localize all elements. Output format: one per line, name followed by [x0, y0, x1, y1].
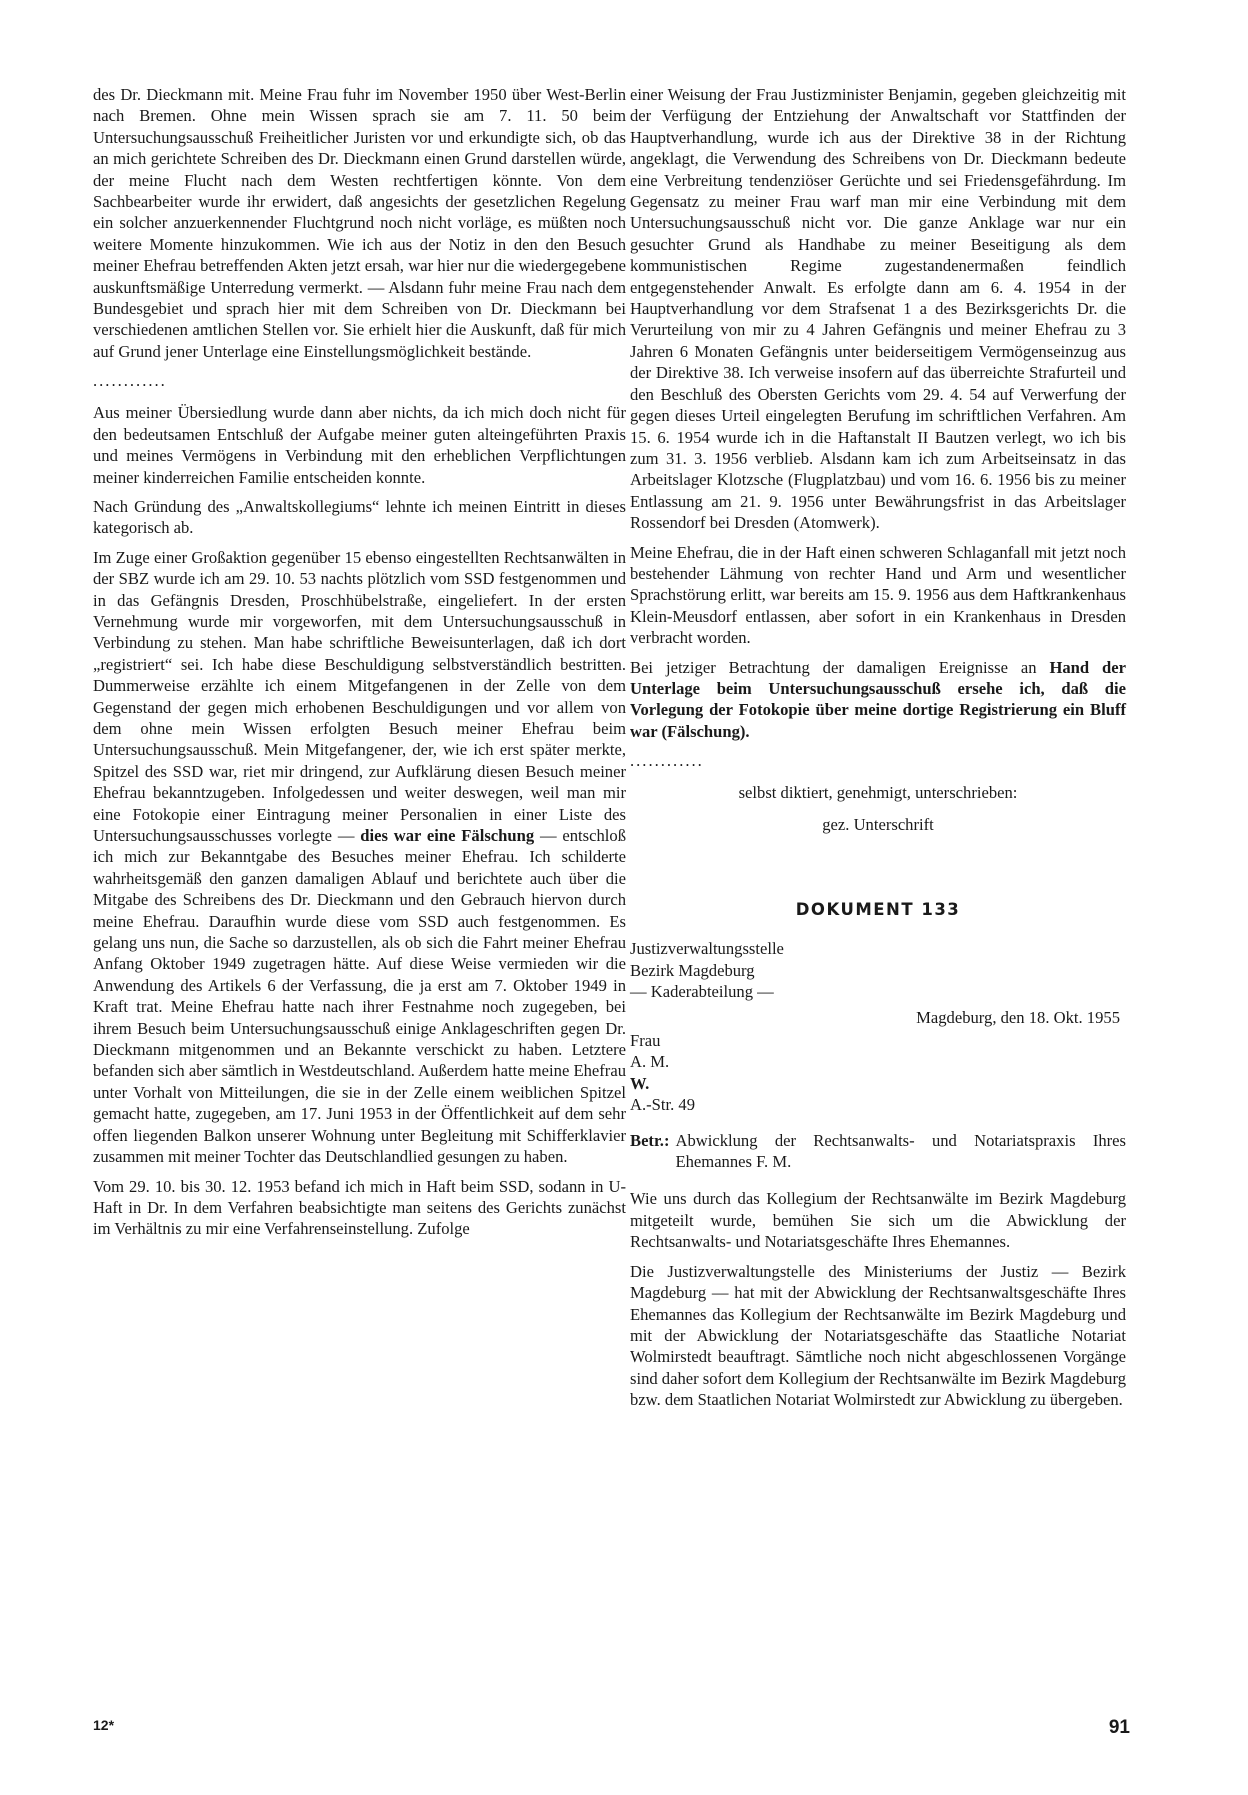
sender-line: Bezirk Magdeburg: [630, 960, 755, 980]
paragraph: [93, 547, 626, 1168]
signature-mark: 12*: [93, 1717, 115, 1733]
subject-label: Betr.:: [630, 1130, 670, 1150]
paragraph-text: Bei jetziger Betrachtung der damaligen Ereignisse an: [630, 657, 1050, 677]
recipient-line: A.-Str. 49: [630, 1095, 695, 1115]
recipient-line: Frau: [630, 1031, 661, 1051]
sender-line: — Kaderabteilung —: [630, 982, 774, 1002]
paragraph: einer Weisung der Frau Justizminister Benjamin, gegeben gleichzeitig mit der Verfügung der Entziehung der Anwaltschaft vor Stattfinden der Hauptverhandlung, wurde ich aus der Direktive 38 in der Richtung angeklagt, die Verwendung des Schreibens von Dr. Dieckmann bedeute eine Verbreitung tendenziöser Gerüchte und sei Friedensgefährdung. Im Gegensatz zu meiner Frau warf man mir eine Verbindung mit dem Untersuchungsausschuß nicht vor. Die ganze Anklage war nur ein gesuchter Grund als Handhabe zu meiner Beseitigung als dem kommunistischen Regime zugestandenermaßen feindlich entgegenstehender Anwalt. Es erfolgte dann am 6. 4. 1954 in der Hauptverhandlung vor dem Strafsenat 1 a des Bezirksgerichts Dr. die Verurteilung von mir zu 4 Jahren Gefängnis und meiner Ehefrau zu 3 Jahren 6 Monaten Gefängnis unter beiderseitigem Vermögenseinzug aus der Direktive 38. Ich verweise insofern auf das überreichte Strafurteil und den Beschluß des Obersten Gerichts vom 29. 4. 54 auf Verwerfung der gegen dieses Urteil eingelegten Berufung im schriftlichen Verfahren. Am 15. 6. 1954 wurde ich in die Haftanstalt II Bautzen verlegt, wo ich bis zum 31. 3. 1956 verblieb. Alsdann kam ich zum Arbeitseinsatz in das Arbeitslager Klotzsche (Flugplatzbau) und vom 16. 6. 1956 bis zu meiner Entlassung am 21. 9. 1956 unter Bewährungsfrist in das Arbeitslager Rossendorf bei Dresden (Atomwerk).: [630, 85, 1126, 533]
date-line: Magdeburg, den 18. Okt. 1955: [916, 1007, 1120, 1027]
ellipsis-separator: ............: [93, 371, 167, 391]
right-column: [630, 84, 1126, 1411]
bold-emphasis: Hand der Unterlage beim Untersuchungsausschuß ersehe ich, daß die Vorlegung der Fotokopie über meine dortige Registrierung ein Bluff war (Fälschung).: [630, 657, 1126, 741]
paragraph: Meine Ehefrau, die in der Haft einen schweren Schlaganfall mit jetzt noch bestehender Lähmung von rechter Hand und Arm und wesentlicher Sprachstörung erlitt, war bereits am 15. 9. 1956 aus dem Haftkrankenhaus Klein-Meusdorf entlassen, aber sofort in ein Krankenhaus in Dresden verbracht worden.: [630, 542, 1126, 648]
recipient-block: [630, 1030, 1126, 1116]
subject-line: [630, 1130, 1126, 1173]
paragraph-text: Im Zuge einer Großaktion gegenüber 15 ebenso eingestellten Rechtsanwälten in der SBZ wurde ich am 29. 10. 53 nachts plötzlich vom SSD festgenommen und in das Gefängnis Dresden, Proschhübelstraße, eingeliefert. In der ersten Vernehmung wurde mir vorgeworfen, mit dem Untersuchungsausschuß in Verbindung zu stehen. Man habe schriftliche Beweisunterlagen, daß ich dort „registriert“ sei. Ich habe diese Beschuldigung selbstverständlich bestritten. Dummerweise erzählte ich einem Mitgefangenen in der Zelle von dem Gegenstand der gegen mich erhobenen Beschuldigungen und vor allem von dem ohne mein Wissen erfolgten Besuch meiner Ehefrau beim Untersuchungsausschuß. Mein Mitgefangener, der, wie ich erst später merkte, Spitzel des SSD war, riet mir dringend, zur Aufklärung diesen Besuch meiner Ehefrau bekanntzugeben. Infolgedessen und weiter deswegen, weil man mir eine Fotokopie einer Eintragung meiner Personalien in einer Liste des Untersuchungsausschusses vorlegte —: [93, 547, 626, 845]
paragraph: Die Justizverwaltungstelle des Ministeriums der Justiz — Bezirk Magdeburg — hat mit der Abwicklung der Rechtsanwaltsgeschäfte Ihres Ehemannes das Kollegium der Rechtsanwälte im Bezirk Magdeburg und mit der Abwicklung der Notariatsgeschäfte das Staatliche Notariat Wolmirstedt beauftragt. Sämtliche noch nicht abgeschlossenen Vorgänge sind daher sofort dem Kollegium der Rechtsanwälte im Bezirk Magdeburg bzw. dem Staatlichen Notariat Wolmirstedt zur Abwicklung zu übergeben.: [630, 1261, 1126, 1410]
signature: gez. Unterschrift: [822, 814, 934, 834]
ellipsis-separator: ............: [630, 751, 704, 771]
recipient-line: A. M.: [630, 1052, 670, 1072]
left-column: [93, 84, 626, 1240]
paragraph: [630, 657, 1126, 743]
paragraph: Vom 29. 10. bis 30. 12. 1953 befand ich mich in Haft beim SSD, sodann in U-Haft in Dr. In dem Verfahren beabsichtigte man seitens des Gerichts zunächst im Verhältnis zu mir eine Verfahrenseinstellung. Zufolge: [93, 1176, 626, 1239]
page-number: 91: [1108, 1717, 1130, 1738]
signed-line: selbst diktiert, genehmigt, unterschrieben:: [738, 783, 1018, 803]
paragraph: Aus meiner Übersiedlung wurde dann aber nichts, da ich mich doch nicht für den bedeutsamen Entschluß der Aufgabe meiner guten alteingeführten Praxis und meines Vermögens in Verbindung mit den erheblichen Verpflichtungen meiner kinderreichen Familie entscheiden konnte.: [93, 403, 626, 487]
paragraph: Nach Gründung des „Anwaltskollegiums“ lehnte ich meinen Eintritt in dieses kategorisch ab.: [93, 496, 626, 538]
sender-block: [630, 938, 1126, 1002]
subject-text: Abwicklung der Rechtsanwalts- und Notariatspraxis Ihres Ehemannes F. M.: [675, 1130, 1126, 1172]
paragraph: Wie uns durch das Kollegium der Rechtsanwälte im Bezirk Magdeburg mitgeteilt wurde, bemühen Sie sich um die Abwicklung der Rechtsanwalts- und Notariatsgeschäfte Ihres Ehemannes.: [630, 1189, 1126, 1252]
bold-emphasis: dies war eine Fälschung: [360, 826, 535, 845]
paragraph-text: — entschloß ich mich zur Bekanntgabe des Besuches meiner Ehefrau. Ich schilderte wahrheitsgemäß den ganzen damaligen Ablauf und berichtete auch über die Mitgabe des Schreibens des Dr. Dieckmann und den Gebrauch hiervon durch meine Ehefrau. Daraufhin wurde diese vom SSD auch festgenommen. Es gelang uns nun, die Sache so darzustellen, als ob sich die Fahrt meiner Ehefrau Anfang Oktober 1949 zugetragen hätte. Auf diese Weise vermieden wir die Anwendung des Artikels 6 der Verfassung, die ja erst am 7. Oktober 1949 in Kraft trat. Meine Ehefrau hatte nach ihrer Festnahme noch zugegeben, bei ihrem Besuch beim Untersuchungsausschuß einige Anklageschriften gegen Dr. Dieckmann mitgenommen und an Bekannte verschickt zu haben. Letztere befanden sich aber sämtlich in Westdeutschland. Außerdem hatte meine Ehefrau unter Vorhalt von Mitteilungen, die sie in der Zelle einem weiblichen Spitzel gemacht hatte, zugegeben, am 17. Juni 1953 in der Öffentlichkeit auf dem sehr offen liegenden Balkon unserer Wohnung unter Begleitung mit Schifferklavier zusammen mit meiner Tochter das Deutschlandlied gesungen zu haben.: [93, 826, 626, 1167]
document-heading: DOKUMENT 133: [795, 900, 961, 919]
paragraph: des Dr. Dieckmann mit. Meine Frau fuhr im November 1950 über West-Berlin nach Bremen. Ohne mein Wissen sprach sie am 7. 11. 50 beim Untersuchungsausschuß Freiheitlicher Juristen vor und erkundigte sich, ob das an mich gerichtete Schreiben des Dr. Dieckmann einen Grund darstellen würde, der meine Flucht nach dem Westen rechtfertigen könnte. Von dem Sachbearbeiter wurde ihr erwidert, daß angesichts der gesetzlichen Regelung ein solcher anzuerkennender Fluchtgrund noch nicht vorläge, es müßten noch weitere Momente hinzukommen. Wie ich aus der Notiz in den den Besuch meiner Ehefrau betreffenden Akten jetzt ersah, war hier nur die wiedergegebene auskunftsmäßige Unterredung vermerkt. — Alsdann fuhr meine Frau nach dem Bundesgebiet und sprach hier mit dem Schreiben von Dr. Dieckmann bei verschiedenen amtlichen Stellen vor. Sie erhielt hier die Auskunft, daß für mich auf Grund jener Unterlage eine Einstellungsmöglichkeit bestände.: [93, 85, 626, 361]
sender-line: Justizverwaltungsstelle: [630, 939, 784, 959]
recipient-line: W.: [630, 1073, 650, 1093]
